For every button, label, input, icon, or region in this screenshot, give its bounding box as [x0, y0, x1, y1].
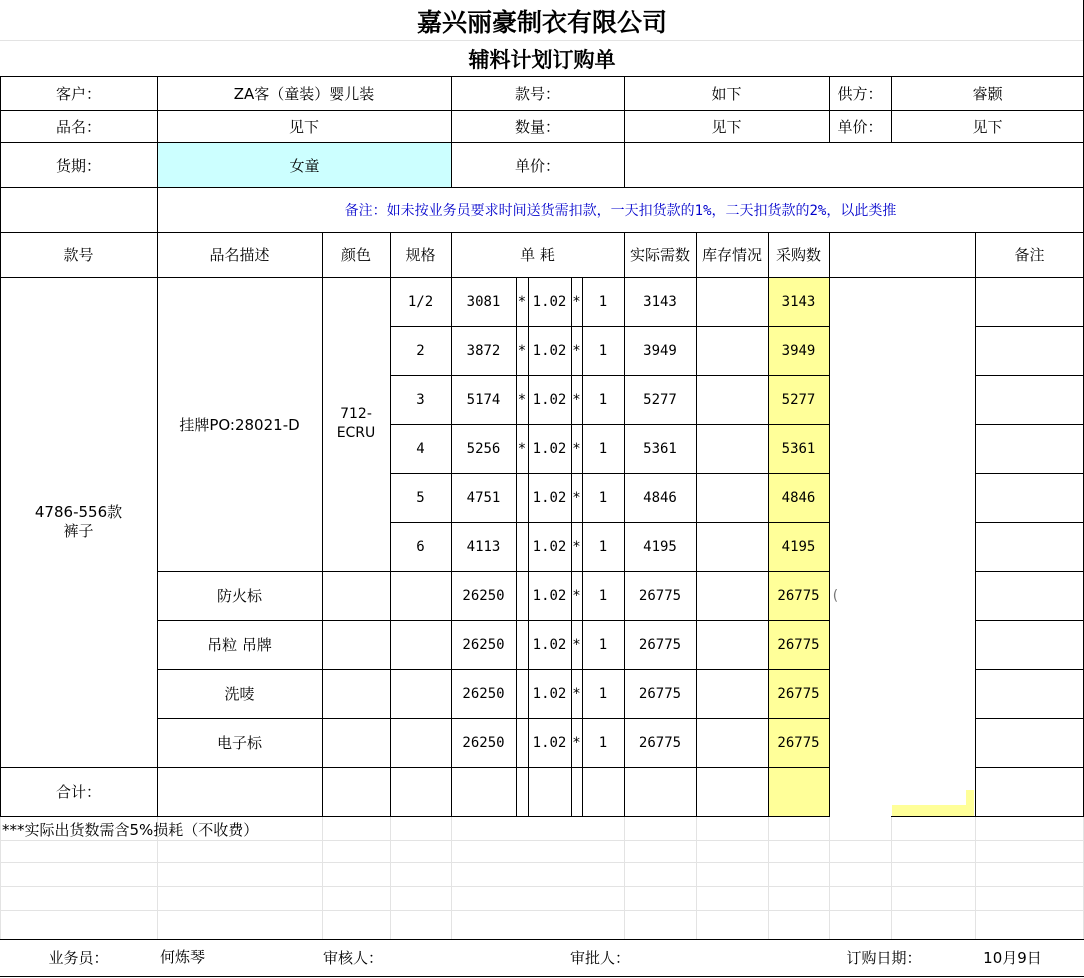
row-mult[interactable]: 1	[598, 636, 608, 653]
row-op1[interactable]: *	[517, 440, 527, 457]
gridline	[624, 816, 625, 940]
row-qty[interactable]: 4751	[466, 489, 501, 506]
order-date-label: 订购日期：	[846, 949, 922, 967]
company-title: 嘉兴丽豪制衣有限公司	[416, 8, 667, 37]
style-cell[interactable]	[0, 277, 157, 767]
color-name: ECRU	[336, 425, 376, 441]
row-op2[interactable]: *	[572, 391, 581, 408]
table-border	[516, 277, 517, 817]
table-border	[624, 232, 625, 817]
table-border	[975, 669, 1084, 670]
row-qty[interactable]: 26250	[462, 636, 505, 653]
reviewer-label: 审核人：	[322, 949, 383, 967]
row-purchase[interactable]: 3143	[781, 293, 816, 310]
color-code: 712-	[340, 406, 372, 422]
row-spec[interactable]	[390, 571, 451, 620]
delivery-label: 货期：	[55, 156, 101, 175]
row-op1[interactable]	[516, 522, 528, 571]
gridline	[0, 862, 1084, 863]
row-purchase[interactable]: 5277	[781, 391, 816, 408]
row-op1[interactable]	[516, 620, 528, 669]
row-purchase[interactable]: 4846	[781, 489, 816, 506]
supplier-value[interactable]: 睿颢	[972, 85, 1003, 103]
row-qty[interactable]: 5256	[466, 440, 501, 457]
row-op2[interactable]: *	[572, 587, 581, 604]
row-purchase[interactable]: 26775	[777, 587, 820, 604]
header-actual: 实际需数	[629, 246, 690, 264]
purchase-total-fill	[892, 805, 974, 816]
row-actual[interactable]: 4195	[643, 538, 677, 555]
row-qty[interactable]: 26250	[462, 734, 505, 751]
table-border	[582, 277, 583, 817]
gridline	[0, 816, 1, 940]
table-border	[975, 718, 1084, 719]
table-border	[0, 767, 830, 768]
row-actual[interactable]: 26775	[638, 685, 682, 702]
table-border	[390, 326, 830, 327]
table-border	[157, 718, 830, 719]
row-factor[interactable]: 1.02	[532, 391, 567, 408]
row-op1[interactable]	[516, 669, 528, 718]
row-spec[interactable]: 4	[416, 440, 425, 457]
table-border	[975, 767, 1084, 768]
row-op1[interactable]: *	[517, 342, 527, 359]
row-desc[interactable]: 防火标	[216, 587, 262, 605]
table-border	[390, 375, 830, 376]
table-border	[975, 424, 1084, 425]
product-label: 品名：	[55, 117, 101, 136]
row-op2[interactable]: *	[572, 538, 581, 555]
order-date-value[interactable]: 10月9日	[983, 949, 1042, 967]
row-spec[interactable]: 2	[416, 342, 425, 359]
gridline	[0, 886, 1084, 887]
header-desc: 品名描述	[209, 246, 270, 264]
row-desc[interactable]: 洗唛	[224, 685, 255, 703]
unit-price2-label: 单价：	[514, 156, 560, 175]
table-border	[157, 669, 830, 670]
row-purchase[interactable]: 26775	[777, 685, 820, 702]
delivery-value[interactable]: 女童	[158, 143, 451, 187]
remark-text: 备注：如未按业务员要求时间送货需扣款，一天扣货款的1%，二天扣货款的2%，以此类推	[344, 203, 897, 219]
row-actual[interactable]: 5277	[643, 391, 677, 408]
gridline	[451, 816, 452, 940]
row-factor[interactable]: 1.02	[532, 587, 567, 604]
row-spec[interactable]	[390, 620, 451, 669]
row-spec[interactable]: 3	[416, 391, 425, 408]
table-border	[0, 76, 1, 817]
row-factor[interactable]: 1.02	[532, 734, 567, 751]
table-border	[0, 187, 1084, 188]
quantity-value[interactable]: 见下	[711, 117, 742, 136]
row-spec[interactable]	[390, 669, 451, 718]
salesman-label: 业务员：	[48, 949, 109, 967]
row-op2[interactable]: *	[572, 489, 581, 506]
table-border	[768, 232, 769, 817]
row-factor[interactable]: 1.02	[532, 489, 567, 506]
footnote: ***实际出货数需含5%损耗（不收费）	[2, 821, 259, 839]
style-no-value[interactable]: 如下	[711, 85, 742, 103]
table-border	[975, 375, 1084, 376]
row-actual[interactable]: 26775	[638, 636, 682, 653]
row-op1[interactable]: *	[517, 391, 527, 408]
table-border	[451, 76, 452, 188]
customer-value[interactable]: ZA客（童装）婴儿装	[233, 85, 375, 103]
table-border	[0, 976, 1084, 977]
row-op2[interactable]: *	[572, 636, 581, 653]
gridline	[975, 816, 976, 940]
table-border	[975, 571, 1084, 572]
approver-label: 审批人：	[569, 949, 630, 967]
row-mult[interactable]: 1	[598, 391, 608, 408]
row-op2[interactable]: *	[572, 685, 581, 702]
table-border	[0, 76, 1084, 77]
row-purchase[interactable]: 26775	[777, 734, 820, 751]
row-spec[interactable]	[390, 718, 451, 767]
header-stock: 库存情况	[701, 246, 762, 264]
row-mult[interactable]: 1	[598, 293, 608, 310]
quantity-label: 数量：	[514, 117, 560, 136]
table-border	[390, 473, 830, 474]
row-op1[interactable]	[516, 473, 528, 522]
table-border	[975, 473, 1084, 474]
table-border	[0, 277, 1084, 278]
table-border	[891, 816, 1084, 817]
row-mult[interactable]: 1	[598, 342, 608, 359]
gridline	[891, 816, 892, 940]
unit-price2-value[interactable]	[624, 142, 1084, 188]
table-border	[829, 232, 830, 817]
table-border	[390, 522, 830, 523]
table-border	[975, 326, 1084, 327]
gridline	[0, 910, 1084, 911]
unit-price-value[interactable]: 见下	[972, 117, 1003, 136]
stray-char: (	[831, 588, 840, 604]
table-border	[157, 76, 158, 233]
style-number: 4786-556款	[34, 503, 123, 521]
row-qty[interactable]: 4113	[466, 538, 501, 555]
row-mult[interactable]: 1	[598, 734, 608, 751]
row-desc[interactable]: 电子标	[216, 734, 262, 752]
table-border	[528, 277, 529, 817]
gridline	[390, 816, 391, 940]
table-border	[157, 571, 830, 572]
table-border	[891, 76, 892, 143]
hangtag-color[interactable]	[322, 277, 390, 571]
gridline	[0, 40, 1084, 41]
header-spec: 规格	[405, 246, 436, 264]
row-actual[interactable]: 4846	[643, 489, 677, 506]
row-qty[interactable]: 3872	[466, 342, 501, 359]
row-mult[interactable]: 1	[598, 587, 608, 604]
row-spec[interactable]: 5	[416, 489, 425, 506]
row-actual[interactable]: 26775	[638, 587, 682, 604]
row-op1[interactable]	[516, 571, 528, 620]
row-op2[interactable]: *	[572, 293, 581, 310]
table-border	[451, 232, 452, 817]
header-color: 颜色	[340, 246, 371, 264]
table-border	[975, 522, 1084, 523]
table-border	[571, 277, 572, 817]
row-factor[interactable]: 1.02	[532, 685, 567, 702]
row-op1[interactable]: *	[517, 293, 527, 310]
row-purchase[interactable]: 5361	[781, 440, 816, 457]
table-border	[390, 424, 830, 425]
unit-price-label: 单价：	[837, 117, 883, 136]
table-border	[0, 232, 1084, 233]
gridline	[322, 816, 323, 940]
table-border	[390, 232, 391, 817]
header-consumption: 单 耗	[520, 246, 555, 264]
purchase-total-fill-cap	[966, 790, 974, 806]
table-border	[322, 232, 323, 817]
row-mult[interactable]: 1	[598, 538, 608, 555]
style-no-label: 款号：	[514, 85, 560, 103]
table-border	[975, 232, 976, 817]
row-qty[interactable]: 26250	[462, 587, 505, 604]
row-factor[interactable]: 1.02	[532, 538, 567, 555]
customer-label: 客户：	[55, 85, 101, 103]
table-border	[624, 76, 625, 188]
row-op2[interactable]: *	[572, 734, 581, 751]
row-purchase[interactable]: 26775	[777, 636, 820, 653]
row-desc[interactable]: 吊粒 吊牌	[207, 636, 272, 654]
row-op2[interactable]: *	[572, 440, 581, 457]
row-mult[interactable]: 1	[598, 489, 608, 506]
row-actual[interactable]: 5361	[643, 440, 677, 457]
row-factor[interactable]: 1.02	[532, 293, 567, 310]
row-mult[interactable]: 1	[598, 685, 608, 702]
row-purchase[interactable]: 4195	[781, 538, 816, 555]
table-border	[0, 110, 1084, 111]
row-qty[interactable]: 3081	[466, 293, 501, 310]
table-border	[696, 232, 697, 817]
row-qty[interactable]: 5174	[466, 391, 501, 408]
gridline	[829, 816, 830, 940]
table-border	[0, 816, 830, 817]
row-factor[interactable]: 1.02	[532, 440, 567, 457]
row-factor[interactable]: 1.02	[532, 636, 567, 653]
row-purchase[interactable]: 3949	[781, 342, 816, 359]
row-op1[interactable]	[516, 718, 528, 767]
table-border	[829, 76, 830, 143]
row-actual[interactable]: 26775	[638, 734, 682, 751]
product-value[interactable]: 见下	[288, 117, 319, 136]
table-border	[0, 142, 1084, 143]
row-spec[interactable]: 1/2	[407, 293, 434, 310]
header-purchase: 采购数	[775, 246, 821, 264]
table-border	[157, 232, 158, 817]
header-notes: 备注	[1014, 246, 1045, 264]
row-qty[interactable]: 26250	[462, 685, 505, 702]
form-title: 辅料计划订购单	[468, 48, 616, 72]
salesman-value[interactable]: 何炼琴	[160, 948, 206, 966]
row-factor[interactable]: 1.02	[532, 342, 567, 359]
table-border	[157, 620, 830, 621]
table-border	[975, 620, 1084, 621]
gridline	[696, 816, 697, 940]
row-spec[interactable]: 6	[416, 538, 425, 555]
gridline	[768, 816, 769, 940]
row-op2[interactable]: *	[572, 342, 581, 359]
hangtag-desc[interactable]: 挂牌PO:28021-D	[179, 415, 300, 434]
style-garment: 裤子	[63, 522, 94, 540]
row-mult[interactable]: 1	[598, 440, 608, 457]
supplier-label: 供方：	[837, 85, 883, 103]
row-actual[interactable]: 3143	[643, 293, 677, 310]
row-actual[interactable]: 3949	[643, 342, 677, 359]
header-style: 款号	[63, 246, 94, 264]
total-label: 合计：	[55, 783, 101, 801]
table-border	[0, 939, 1084, 940]
